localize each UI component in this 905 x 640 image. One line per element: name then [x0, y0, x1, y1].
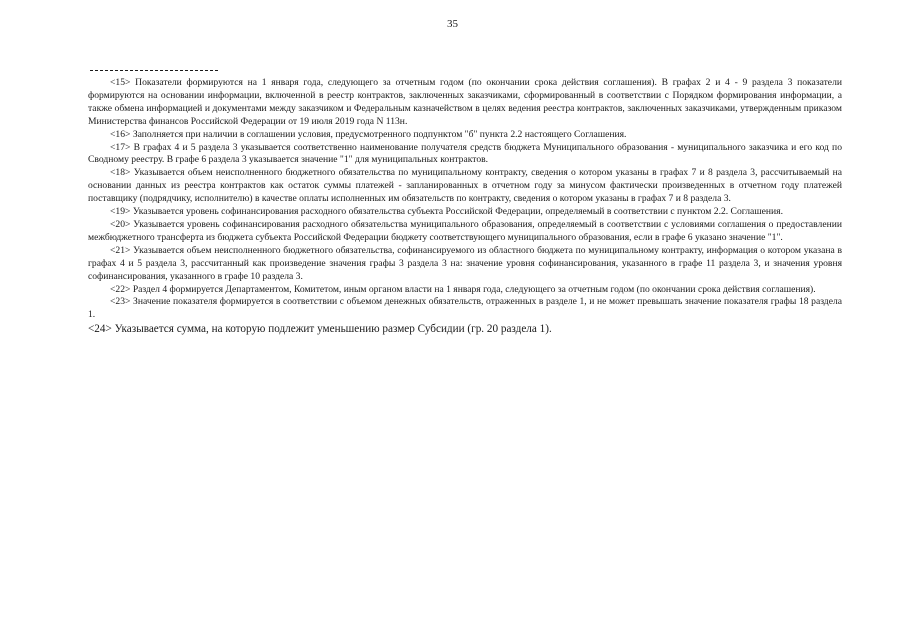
- footnote-22: <22> Раздел 4 формируется Департаментом, Комитетом, иным органом власти на 1 января года, следующего за отчетным годом (по окончании срока действия соглашения).: [110, 283, 816, 295]
- footnote-24: <24> Указывается сумма, на которую подлежит уменьшению размер Субсидии (гр. 20 раздела 1).: [88, 323, 552, 336]
- footnote-23: <23> Значение показателя формируется в соответствии с объемом денежных обязательств, отраженных в разделе 1, и не может превышать значение показателя графы 18 раздела 1.: [88, 296, 842, 321]
- footnote-18: <18> Указывается объем неисполненного бюджетного обязательства по муниципальному контракту, сведения о котором указаны в графах 7 и 8 раздела 3, рассчитываемый на основании данных из реестра контрактов как остаток суммы платежей - запланированных в отчетном году за минусом фактически произведенных в отчетном году платежей поставщику (подрядчику, исполнителю) в качестве оплаты исполненных им обязательств по контракту, сведения о котором указаны в графах 7 и 8 раздела 3.: [88, 167, 842, 205]
- footnote-15: <15> Показатели формируются на 1 января года, следующего за отчетным годом (по окончании срока действия соглашения). В графах 2 и 4 - 9 раздела 3 показатели формируются на основании информации, включенной в реестр контрактов, заключенных заказчиками, сформированный в соответствии с Порядком формирования информации, а также обмена информацией и документами между заказчиком и Федеральным казначейством в целях ведения реестра контрактов, заключенных заказчиками, утвержденным приказом Министерства финансов Российской Федерации от 19 июля 2019 года N 113н.: [88, 77, 842, 127]
- footnote-16: <16> Заполняется при наличии в соглашении условия, предусмотренного подпунктом "б" пункта 2.2 настоящего Соглашения.: [110, 128, 627, 140]
- page-number: 35: [447, 18, 458, 30]
- footnote-19: <19> Указывается уровень софинансирования расходного обязательства субъекта Российской Федерации, определяемый в соответствии с пунктом 2.2. Соглашения.: [110, 206, 783, 218]
- footnote-21: <21> Указывается объем неисполненного бюджетного обязательства, софинансируемого из областного бюджета по муниципальному контракту, информация о котором указана в графах 4 и 5 раздела 3, рассчитанный как произведение значения графы 3 раздела 3 на: значение уровня софинансирования, указанного в графе 11 раздела 3, и значения уровня софинансирования, указанного в графе 10 раздела 3.: [88, 244, 842, 282]
- footnote-17: <17> В графах 4 и 5 раздела 3 указывается соответственно наименование получателя средств бюджета Муниципального образования - муниципального заказчика и его код по Сводному реестру. В графе 6 раздела 3 указывается значение "1" для муниципальных контрактов.: [88, 141, 842, 166]
- footnote-separator: [90, 70, 218, 71]
- footnotes-section: [88, 70, 842, 337]
- footnote-20: <20> Указывается уровень софинансирования расходного обязательства муниципального образования, определяемый в соответствии с условиями соглашения о предоставлении межбюджетного трансферта из бюджета субъекта Российской Федерации бюджету соответствующего муниципального образования, если в графе 6 указано значение "1".: [88, 218, 842, 243]
